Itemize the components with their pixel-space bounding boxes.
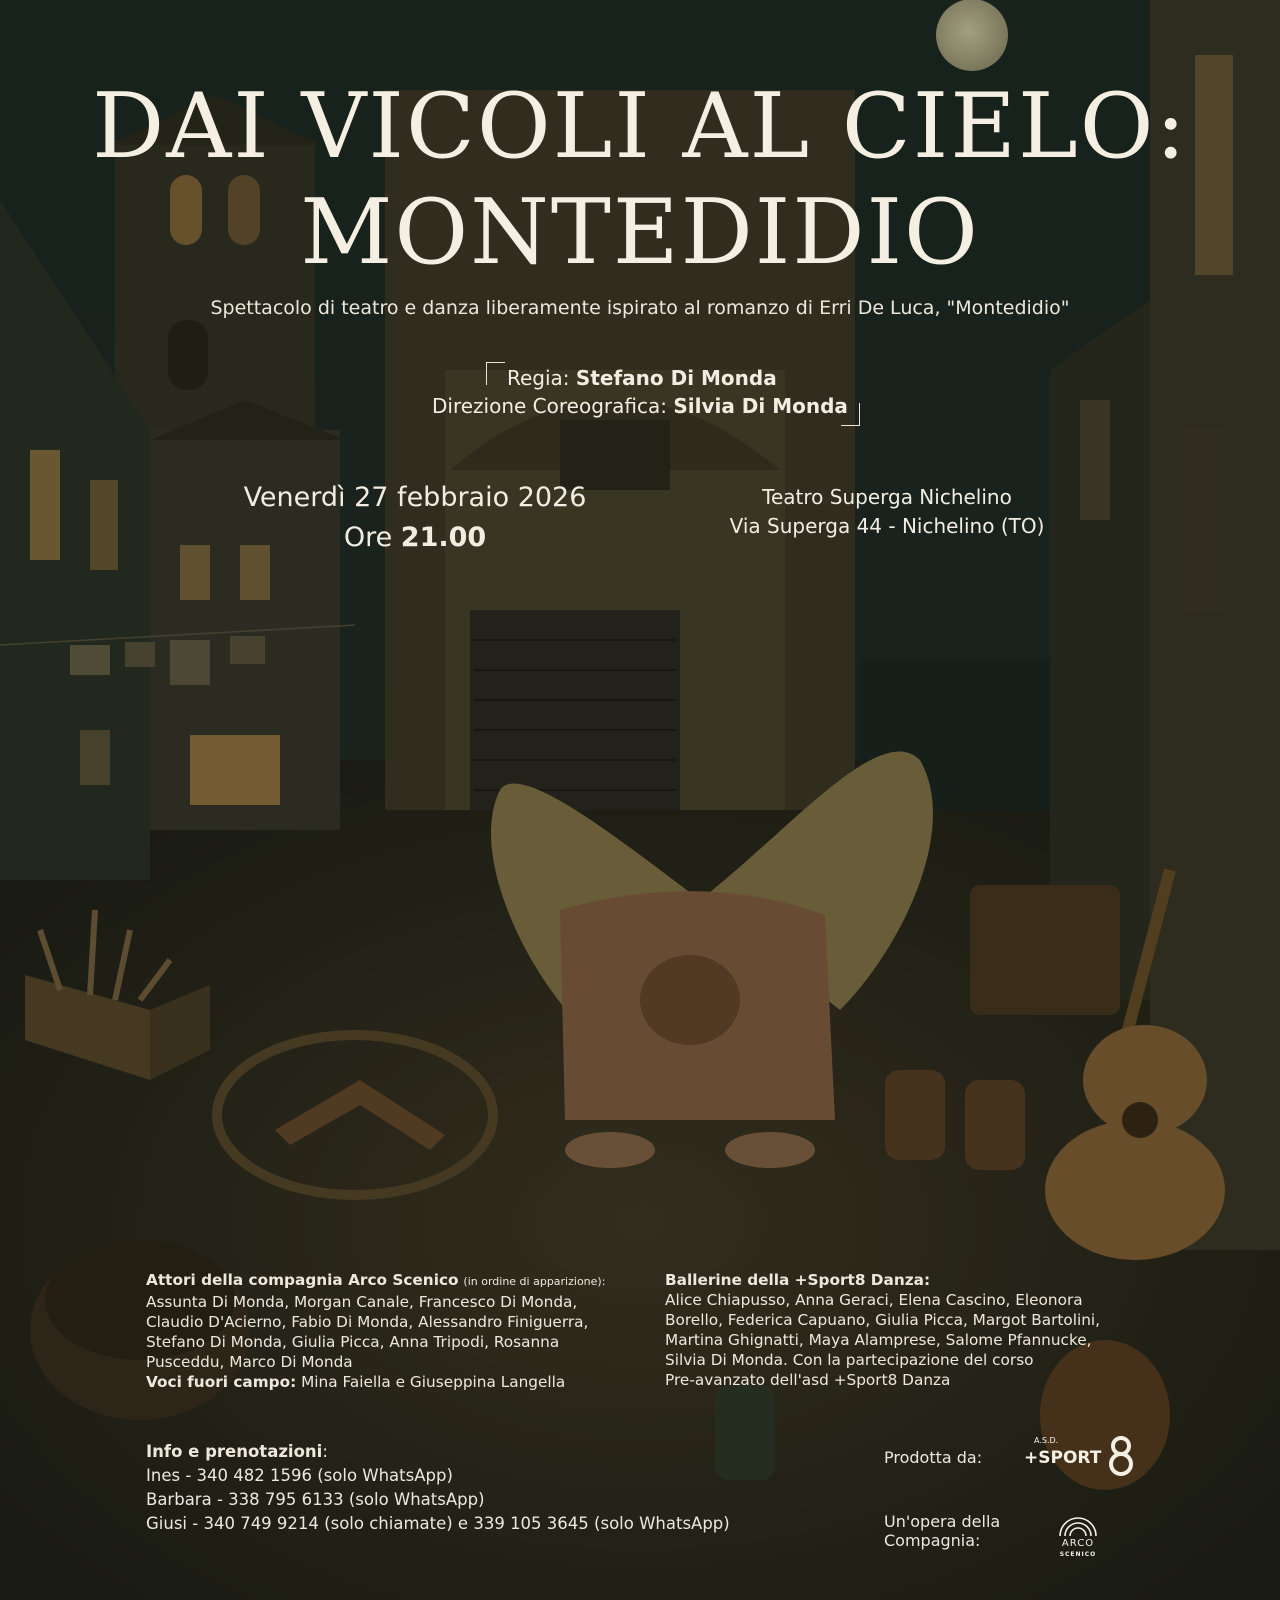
company-label <box>884 1512 1000 1550</box>
dancers-line: Silvia Di Monda. Con la partecipazione del corso <box>665 1351 1034 1369</box>
actors-line: Stefano Di Monda, Giulia Picca, Anna Tripodi, Rosanna <box>146 1333 560 1351</box>
sport-logo <box>1022 1434 1137 1478</box>
dancers-heading: Ballerine della +Sport8 Danza <box>665 1271 924 1289</box>
actors-line: Pusceddu, Marco Di Monda <box>146 1353 353 1371</box>
voices-line <box>146 1372 646 1392</box>
bracket-top-left <box>486 362 505 385</box>
dancers-line: Borello, Federica Capuano, Giulia Picca, Margot Bartolini, <box>665 1311 1101 1329</box>
info-line: Barbara - 338 795 6133 (solo WhatsApp) <box>146 1490 485 1509</box>
dancers-line: Pre-avanzato dell'asd +Sport8 Danza <box>665 1371 951 1389</box>
time-label: Ore <box>343 522 393 553</box>
info-heading-line: Info e prenotazioni: <box>146 1442 328 1461</box>
sport-logo-main: +SPORT <box>1024 1448 1102 1468</box>
arco-logo-line1: ARCO <box>1061 1538 1095 1549</box>
title-line-1: DAI VICOLI AL CIELO: <box>92 74 1188 179</box>
dancers-line: Alice Chiapusso, Anna Geraci, Elena Cascino, Eleonora <box>665 1291 1083 1309</box>
dancers-line: Martina Ghignatti, Maya Alamprese, Salome Pfannucke, <box>665 1331 1092 1349</box>
venue-name: Teatro Superga Nichelino <box>762 485 1012 509</box>
rainbow-arch-icon <box>1056 1502 1100 1536</box>
title-line-2: MONTEDIDIO <box>300 180 980 285</box>
voices-label: Voci fuori campo: <box>146 1373 297 1391</box>
info-line: Giusi - 340 749 9214 (solo chiamate) e 339 105 3645 (solo WhatsApp) <box>146 1514 730 1533</box>
credits-block <box>420 360 860 426</box>
coreo-name: Silvia Di Monda <box>673 394 848 418</box>
info-line: Ines - 340 482 1596 (solo WhatsApp) <box>146 1466 453 1485</box>
info-block <box>146 1440 786 1536</box>
figure-eight-icon <box>1108 1436 1134 1476</box>
dancers-heading-line: Ballerine della +Sport8 Danza: <box>665 1271 931 1289</box>
dancers-block <box>665 1270 1135 1390</box>
event-time <box>205 522 625 553</box>
time-value: 21.00 <box>400 522 487 553</box>
regia-name: Stefano Di Monda <box>575 366 777 390</box>
subtitle: Spettacolo di teatro e danza liberamente ispirato al romanzo di Erri De Luca, "Montedidio" <box>210 297 1070 319</box>
coreo-line <box>432 394 848 418</box>
actors-line: Assunta Di Monda, Morgan Canale, Francesco Di Monda, <box>146 1293 578 1311</box>
regia-label: Regia: <box>507 366 570 390</box>
actors-line: Claudio D'Acierno, Fabio Di Monda, Alessandro Finiguerra, <box>146 1313 589 1331</box>
company-label-line: Un'opera della <box>884 1512 1001 1531</box>
regia-line <box>507 366 777 390</box>
coreo-label: Direzione Coreografica: <box>432 394 667 418</box>
event-date: Venerdì 27 febbraio 2026 <box>243 482 587 513</box>
arco-scenico-logo <box>1052 1502 1104 1562</box>
actors-heading-line <box>146 1270 646 1292</box>
info-heading: Info e prenotazioni <box>146 1442 323 1461</box>
sport-logo-small: A.S.D. <box>1034 1436 1059 1445</box>
voices-names: Mina Faiella e Giuseppina Langella <box>301 1373 566 1391</box>
actors-block <box>146 1270 646 1392</box>
actors-heading: Attori della compagnia Arco Scenico <box>146 1271 459 1289</box>
venue-address: Via Superga 44 - Nichelino (TO) <box>729 514 1045 538</box>
company-label-line: Compagnia: <box>884 1531 981 1550</box>
actors-note: (in ordine di apparizione): <box>463 1275 606 1288</box>
arco-logo-line2: SCENICO <box>1059 1551 1097 1558</box>
produced-label: Prodotta da: <box>884 1448 983 1467</box>
